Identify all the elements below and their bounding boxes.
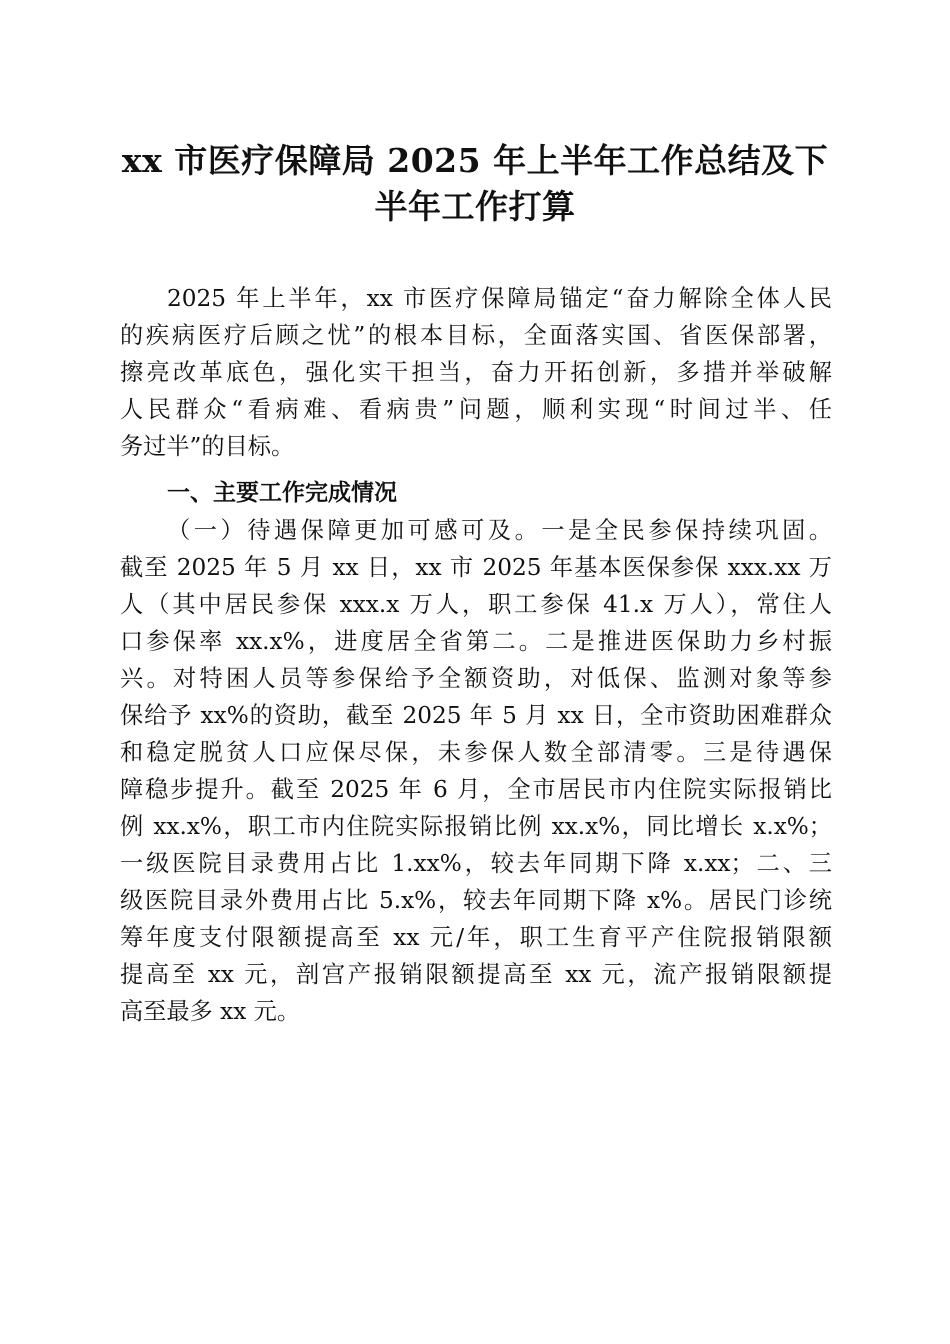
paragraph-line: 人（其中居民参保 xxx.x 万人，职工参保 41.x 万人），常住人 xyxy=(120,591,832,618)
intro-line: 2025 年上半年，xx 市医疗保障局锚定“奋力解除全体人民 xyxy=(167,285,832,312)
paragraph-line: 级医院目录外费用占比 5.x%，较去年同期下降 x%。居民门诊统 xyxy=(120,887,832,914)
title-line-2: 半年工作打算 xyxy=(374,187,576,226)
section-heading: 一、主要工作完成情况 xyxy=(167,480,397,506)
paragraph-line: 高至最多 xx 元。 xyxy=(120,998,301,1025)
paragraph-line: 保给予 xx%的资助，截至 2025 年 5 月 xx 日，全市资助困难群众 xyxy=(120,702,832,729)
intro-line: 的疾病医疗后顾之忧”的根本目标，全面落实国、省医保部署， xyxy=(120,322,832,349)
document-body xyxy=(120,280,832,1030)
body-paragraph xyxy=(120,512,832,1030)
paragraph-line: 例 xx.x%，职工市内住院实际报销比例 xx.x%，同比增长 x.x%； xyxy=(120,813,832,840)
document-title xyxy=(100,138,850,230)
paragraph-line: 提高至 xx 元，剖宫产报销限额提高至 xx 元，流产报销限额提 xyxy=(120,961,832,988)
paragraph-line: （一）待遇保障更加可感可及。一是全民参保持续巩固。 xyxy=(167,517,832,544)
title-line-1: xx 市医疗保障局 2025 年上半年工作总结及下 xyxy=(121,141,829,180)
intro-paragraph xyxy=(120,280,832,465)
paragraph-line: 障稳步提升。截至 2025 年 6 月，全市居民市内住院实际报销比 xyxy=(120,776,832,803)
paragraph-line: 截至 2025 年 5 月 xx 日，xx 市 2025 年基本医保参保 xxx.xx 万 xyxy=(120,554,832,581)
intro-line: 人民群众“看病难、看病贵”问题，顺利实现“时间过半、任 xyxy=(120,396,832,423)
paragraph-line: 和稳定脱贫人口应保尽保，未参保人数全部清零。三是待遇保 xyxy=(120,739,832,766)
intro-line: 擦亮改革底色，强化实干担当，奋力开拓创新，多措并举破解 xyxy=(120,359,832,386)
paragraph-line: 口参保率 xx.x%，进度居全省第二。二是推进医保助力乡村振 xyxy=(120,628,832,655)
paragraph-line: 筹年度支付限额提高至 xx 元/年，职工生育平产住院报销限额 xyxy=(120,924,832,951)
paragraph-line: 兴。对特困人员等参保给予全额资助，对低保、监测对象等参 xyxy=(120,665,832,692)
intro-line: 务过半”的目标。 xyxy=(120,433,295,460)
paragraph-line: 一级医院目录费用占比 1.xx%，较去年同期下降 x.xx；二、三 xyxy=(120,850,832,877)
